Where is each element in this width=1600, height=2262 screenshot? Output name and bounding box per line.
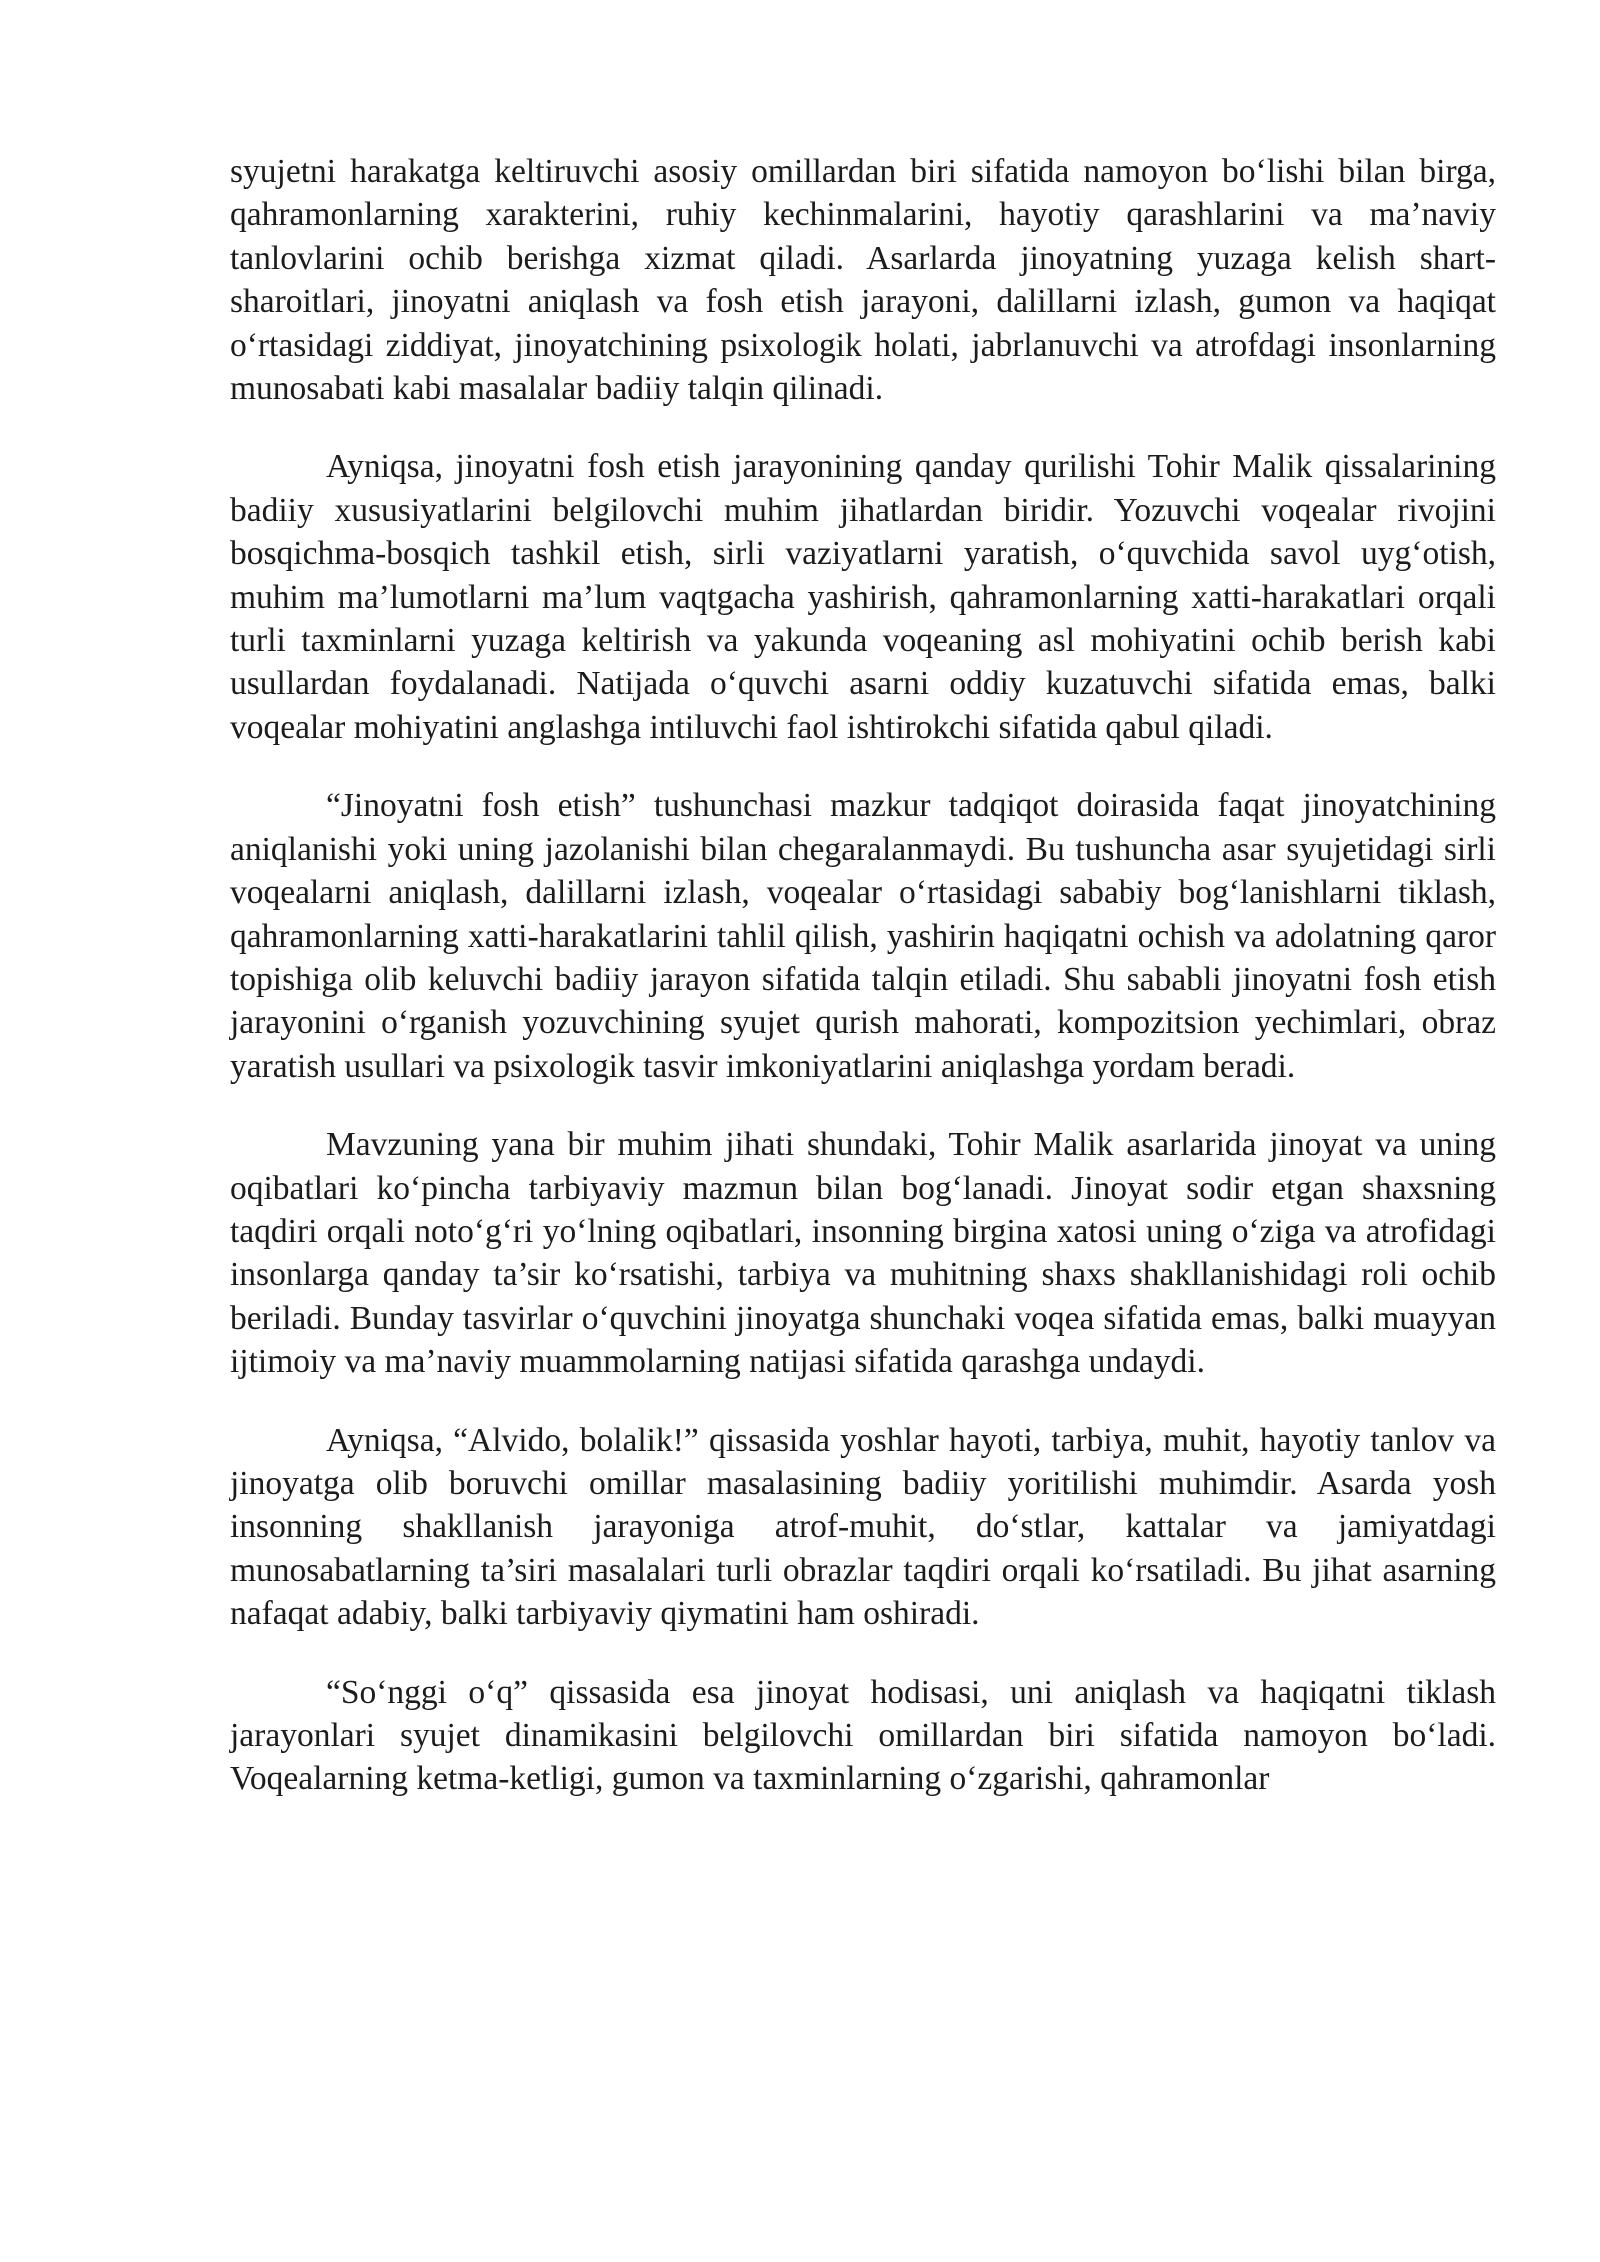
paragraph: Mavzuning yana bir muhim jihati shundaki, Tohir Malik asarlarida jinoyat va uning oqibatlari ko‘pincha tarbiyaviy mazmun bilan bog‘lanadi. Jinoyat sodir etgan shaxsning taqdiri orqali noto‘g‘ri yo‘lning oqibatlari, insonning birgina xatosi uning o‘ziga va atrofidagi insonlarga qanday ta’sir ko‘rsatishi, tarbiya va muhitning shaxs shakllanishidagi roli ochib beriladi. Bunday tasvirlar o‘quvchini jinoyatga shunchaki voqea sifatida emas, balki muayyan ijtimoiy va ma’naviy muammolarning natijasi sifatida qarashga undaydi.	[230, 1126, 1496, 1381]
paragraph: Ayniqsa, “Alvido, bolalik!” qissasida yoshlar hayoti, tarbiya, muhit, hayotiy tanlov va jinoyatga olib boruvchi omillar masalasining badiiy yoritilishi muhimdir. Asarda yosh insonning shakllanish jarayoniga atrof-muhit, do‘stlar, kattalar va jamiyatdagi munosabatlarning ta’siri masalalari turli obrazlar taqdiri orqali ko‘rsatiladi. Bu jihat asarning nafaqat adabiy, balki tarbiyaviy qiymatini ham oshiradi.	[230, 1421, 1496, 1633]
paragraph-continuation: syujetni harakatga keltiruvchi asosiy omillardan biri sifatida namoyon bo‘lishi bilan birga, qahramonlarning xarakterini, ruhiy kechinmalarini, hayotiy qarashlarini va ma’naviy tanlovlarini ochib berishga xizmat qiladi. Asarlarda jinoyatning yuzaga kelish shart-sharoitlari, jinoyatni aniqlash va fosh etish jarayoni, dalillarni izlash, gumon va haqiqat o‘rtasidagi ziddiyat, jinoyatchining psixologik holati, jabrlanuvchi va atrofdagi insonlarning munosabati kabi masalalar badiiy talqin qilinadi.	[230, 153, 1496, 408]
document-body	[230, 150, 1496, 1836]
paragraph: “So‘nggi o‘q” qissasida esa jinoyat hodisasi, uni aniqlash va haqiqatni tiklash jarayonlari syujet dinamikasini belgilovchi omillardan biri sifatida namoyon bo‘ladi. Voqealarning ketma-ketligi, gumon va taxminlarning o‘zgarishi, qahramonlar	[230, 1673, 1496, 1798]
paragraph: “Jinoyatni fosh etish” tushunchasi mazkur tadqiqot doirasida faqat jinoyatchining aniqlanishi yoki uning jazolanishi bilan chegaralanmaydi. Bu tushuncha asar syujetidagi sirli voqealarni aniqlash, dalillarni izlash, voqealar o‘rtasidagi sababiy bog‘lanishlarni tiklash, qahramonlarning xatti-harakatlarini tahlil qilish, yashirin haqiqatni ochish va adolatning qaror topishiga olib keluvchi badiiy jarayon sifatida talqin etiladi. Shu sababli jinoyatni fosh etish jarayonini o‘rganish yozuvchining syujet qurish mahorati, kompozitsion yechimlari, obraz yaratish usullari va psixologik tasvir imkoniyatlarini aniqlashga yordam beradi.	[230, 787, 1496, 1085]
paragraph: Ayniqsa, jinoyatni fosh etish jarayonining qanday qurilishi Tohir Malik qissalarining badiiy xususiyatlarini belgilovchi muhim jihatlardan biridir. Yozuvchi voqealar rivojini bosqichma-bosqich tashkil etish, sirli vaziyatlarni yaratish, o‘quvchida savol uyg‘otish, muhim ma’lumotlarni ma’lum vaqtgacha yashirish, qahramonlarning xatti-harakatlari orqali turli taxminlarni yuzaga keltirish va yakunda voqeaning asl mohiyatini ochib berish kabi usullardan foydalanadi. Natijada o‘quvchi asarni oddiy kuzatuvchi sifatida emas, balki voqealar mohiyatini anglashga intiluvchi faol ishtirokchi sifatida qabul qiladi.	[230, 448, 1496, 746]
